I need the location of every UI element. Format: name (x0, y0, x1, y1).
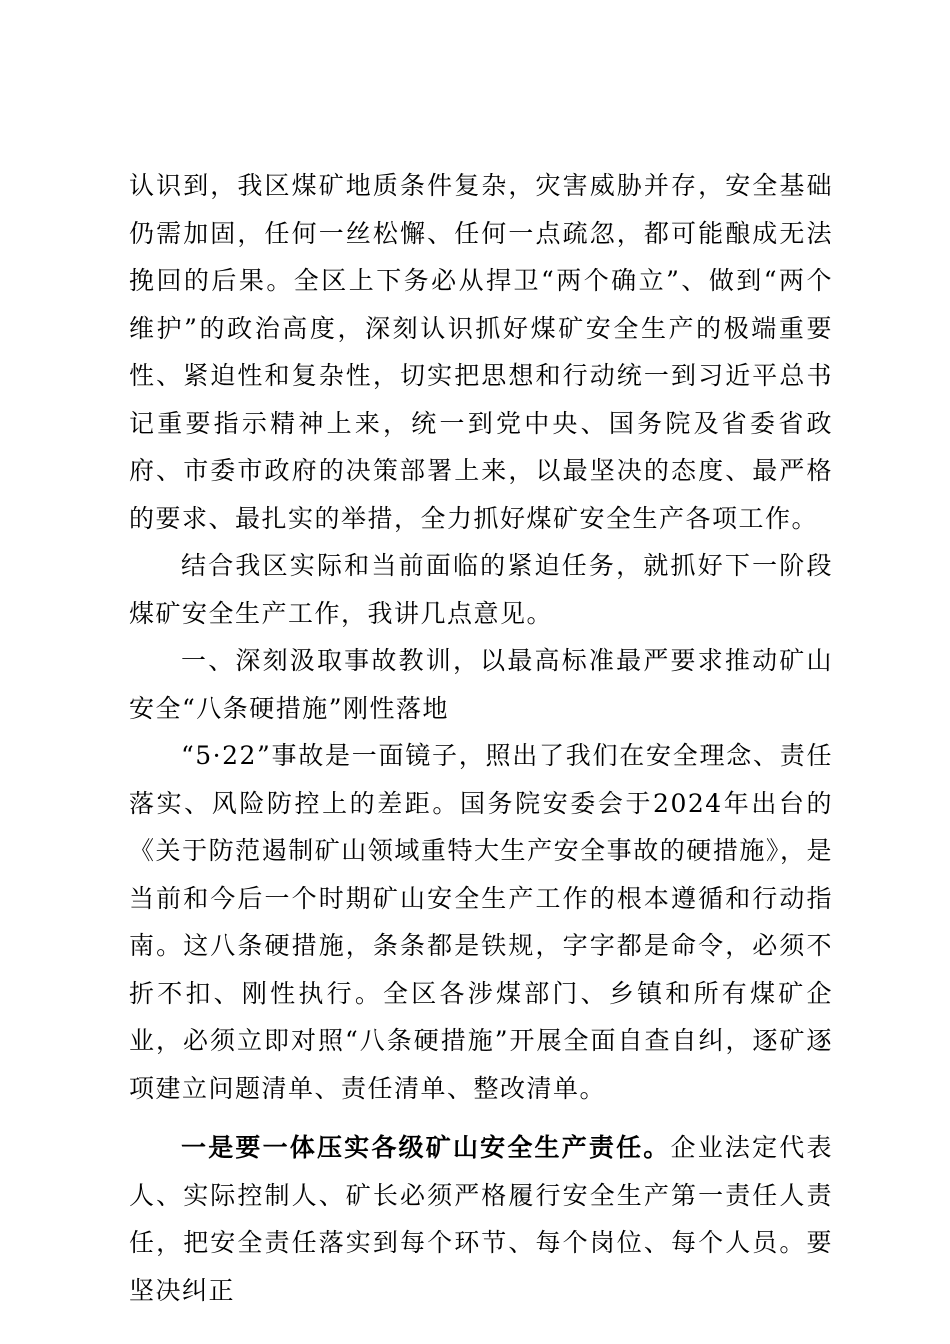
paragraph-intro: 结合我区实际和当前面临的紧迫任务，就抓好下一阶段煤矿安全生产工作，我讲几点意见。 (129, 551, 833, 628)
paragraph-bold-lead: 一是要一体压实各级矿山安全生产责任。 (181, 1133, 671, 1162)
paragraph-continuation: 认识到，我区煤矿地质条件复杂，灾害威胁并存，安全基础仍需加固，任何一丝松懈、任何一点疏忽，都可能酿成无法挽回的后果。全区上下务必从捍卫“两个确立”、做到“两个维护”的政治高度，深刻认识抓好煤矿安全生产的极端重要性、紧迫性和复杂性，切实把思想和行动统一到习近平总书记重要指示精神上来，统一到党中央、国务院及省委省政府、市委市政府的决策部署上来，以最坚决的态度、最严格的要求、最扎实的举措，全力抓好煤矿安全生产各项工作。 (129, 171, 833, 533)
document-body (129, 162, 833, 1314)
section-heading-1: 一、深刻汲取事故教训，以最高标准最严要求推动矿山安全“八条硬措施”刚性落地 (129, 646, 833, 723)
paragraph-accident-lesson: “5·22”事故是一面镜子，照出了我们在安全理念、责任落实、风险防控上的差距。国务院安委会于2024年出台的《关于防范遏制矿山领域重特大生产安全事故的硬措施》，是当前和今后一个时期矿山安全生产工作的根本遵循和行动指南。这八条硬措施，条条都是铁规，字字都是命令，必须不折不扣、刚性执行。全区各涉煤部门、乡镇和所有煤矿企业，必须立即对照“八条硬措施”开展全面自查自纠，逐矿逐项建立问题清单、责任清单、整改清单。 (129, 741, 833, 1103)
paragraph-body-text: 企业法定代表人、实际控制人、矿长必须严格履行安全生产第一责任人责任，把安全责任落实到每个环节、每个岗位、每个人员。要坚决纠正 (129, 1133, 833, 1305)
paragraph-responsibility (129, 1124, 833, 1314)
